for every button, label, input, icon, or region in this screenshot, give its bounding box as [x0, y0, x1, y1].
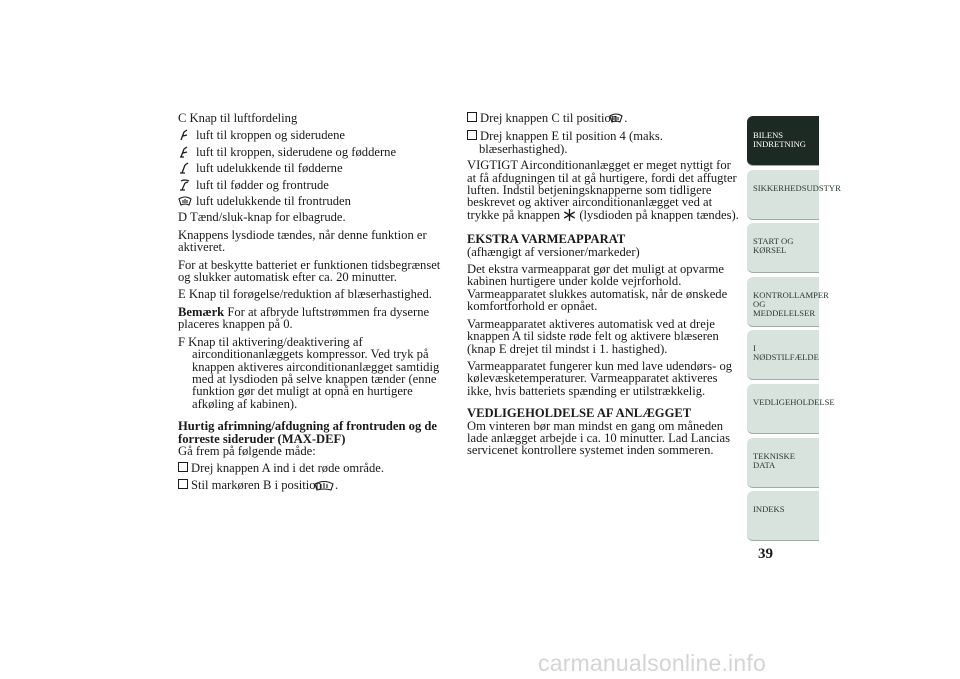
- air-item-defrost: luft udelukkende til frontruden: [178, 195, 450, 207]
- checkbox-bullet-icon: [467, 112, 477, 122]
- tab-bilens-indretning[interactable]: BILENS INDRETNING: [747, 116, 819, 166]
- watermark: carmanualsonline.info: [538, 650, 766, 676]
- snowflake-icon: [563, 209, 576, 223]
- checkbox-bullet-icon: [178, 479, 188, 489]
- paragraph-vedligeholdelse: Om vinteren bør man mindst en gang om måneden lade anlægget arbejde i ca. 10 minutter. Lad Lancias servicenet kontrollere systemet inden sommeren.: [467, 418, 730, 458]
- heading-vedligeholdelse: VEDLIGEHOLDELSE AF ANLÆGGET: [467, 406, 692, 421]
- chapter-tabs: [747, 116, 841, 545]
- air-item-body: luft til kroppen og siderudene: [178, 129, 450, 141]
- bullet-2: Stil markøren B i position .: [178, 479, 450, 493]
- paragraph-lysdiode: Knappens lysdiode tændes, når denne funktion er aktiveret.: [178, 227, 427, 255]
- subheading-ekstra: (afhængigt af versioner/markeder): [467, 244, 640, 259]
- paragraph-ekstra-1: Det ekstra varmeapparat gør det muligt at opvarme kabinen hurtigere under kolde vejrforhold. Varmeapparatet slukkes automatisk, når de ønskede komfortforhold er opnået.: [467, 262, 728, 314]
- air-item-feet: luft udelukkende til fødderne: [178, 162, 450, 174]
- paragraph-ga-frem: Gå frem på følgende måde:: [178, 443, 316, 458]
- note: [178, 306, 450, 331]
- bullet-c: Drej knappen C til position .: [467, 112, 739, 126]
- paragraph-batteri: For at beskytte batteriet er funktionen tidsbegrænset og slukker automatisk efter ca. 20 minutter.: [178, 257, 441, 285]
- air-feet-icon: [178, 162, 196, 174]
- label-e: E Knap til forøgelse/reduktion af blæserhastighed.: [178, 287, 432, 302]
- defrost-icon: [178, 195, 196, 207]
- bullet-1: Drej knappen A ind i det røde område.: [178, 462, 450, 474]
- note-label: Bemærk: [178, 304, 225, 319]
- tab-i-nodstilfaelde[interactable]: I NØDSTILFÆLDE: [747, 330, 819, 380]
- tab-vedligeholdelse[interactable]: VEDLIGEHOLDELSE: [747, 384, 819, 434]
- label-f: F Knap til aktivering/deaktivering af airconditionanlæggets kompressor. Ved tryk på knappen aktiveres airconditionanlægget samtidig med at lysdioden på selve knappen tænder (enne funktion gør det muligt at opnå en hurtigere afkøling af kabinen).: [178, 334, 440, 411]
- left-column: [178, 112, 450, 497]
- paragraph-ekstra-3: Varmeapparatet fungerer kun med lave udendørs- og kølevæsketemperaturer. Varmeapparatet aktiveres ikke, hvis batteriets spænding er utilstrækkelig.: [467, 358, 733, 398]
- defrost-mode-icon: [325, 479, 335, 493]
- right-column: [467, 112, 739, 462]
- tab-sikkerhedsudstyr[interactable]: SIKKERHEDSUDSTYR: [747, 170, 819, 220]
- tab-indeks[interactable]: INDEKS: [747, 491, 819, 541]
- paragraph-ekstra-2: Varmeapparatet aktiveres automatisk ved at dreje knappen A til sidste røde felt og aktivere blæseren (knap E drejet til mindst i 1. hastighed).: [467, 316, 719, 356]
- tab-kontrollamper[interactable]: KONTROLLAMPER OG MEDDELELSER: [747, 277, 819, 327]
- air-item-body-feet: luft til kroppen, siderudene og fødderne: [178, 146, 450, 158]
- tab-start-og-korsel[interactable]: START OG KØRSEL: [747, 223, 819, 273]
- checkbox-bullet-icon: [467, 130, 477, 140]
- air-feet-windshield-icon: [178, 179, 196, 191]
- bullet-e: Drej knappen E til position 4 (maks. blæserhastighed).: [467, 130, 739, 155]
- tab-tekniske-data[interactable]: TEKNISKE DATA: [747, 438, 819, 488]
- heading-ekstra: EKSTRA VARMEAPPARAT: [467, 232, 626, 247]
- page-number: 39: [758, 546, 773, 562]
- heading-defrost: Hurtig afrimning/afdugning af frontruden og de forreste sideruder (MAX-DEF): [178, 419, 438, 446]
- label-c: C Knap til luftfordeling: [178, 111, 298, 125]
- checkbox-bullet-icon: [178, 462, 188, 472]
- label-d: D Tænd/sluk-knap for elbagrude.: [178, 210, 346, 225]
- air-body-icon: [178, 129, 196, 141]
- note-text: For at afbryde luftstrømmen fra dyserne placeres knappen på 0.: [178, 304, 430, 332]
- air-item-feet-windshield: luft til fødder og frontrude: [178, 179, 450, 191]
- air-body-feet-icon: [178, 146, 196, 158]
- paragraph-vigtigt: VIGTIGT Airconditionanlægget er meget nyttigt for at få afdugningen til at gå hurtigere, fordi det affugter luften. Indstil betjeningsknapperne som tidligere beskrevet og aktiver airconditionanlægget ved at trykke på knappen (lysdioden på knappen tændes).: [467, 158, 739, 222]
